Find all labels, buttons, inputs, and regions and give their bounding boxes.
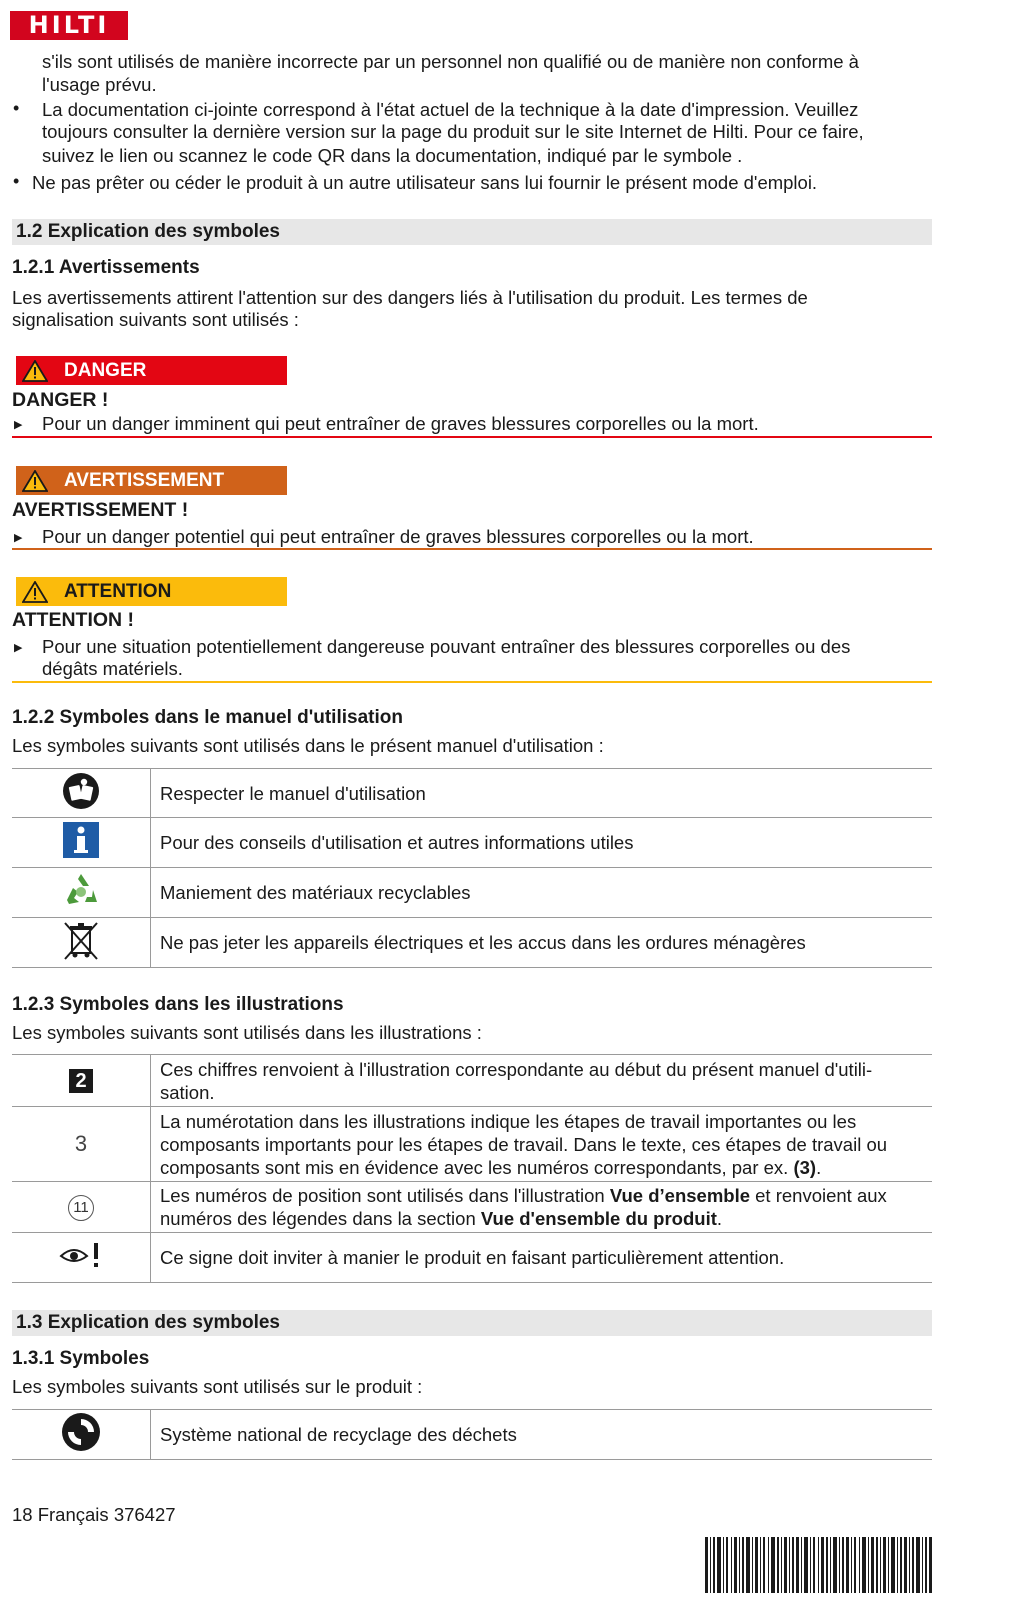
table-row: [12, 1410, 932, 1460]
arrow-bullet-icon: ▶: [14, 642, 23, 654]
text-cell: [151, 868, 933, 918]
subsection-1-3-1-title: 1.3.1 Symboles: [12, 1348, 150, 1369]
bold-reference: Vue d’ensemble: [609, 1185, 750, 1206]
icon-cell: [12, 1182, 151, 1233]
manual-row-text: Ne pas jeter les appareils électriques et les accus dans les ordures ménagères: [160, 932, 806, 953]
eye-exclamation-icon: [59, 1240, 103, 1270]
attention-text-line1: Pour une situation potentiellement dangereuse pouvant entraîner des blessures corporelles ou des: [42, 636, 851, 657]
attention-banner-text: ATTENTION: [64, 581, 172, 602]
illus-row-line: composants importants pour les étapes de travail. Dans le texte, ces étapes de travail ou: [160, 1133, 888, 1155]
illustration-symbols-table: [12, 1054, 932, 1283]
warning-triangle-icon: [22, 470, 48, 492]
icon-cell: [12, 918, 151, 968]
table-row: [12, 918, 932, 968]
bullet-dot: •: [13, 98, 20, 118]
illus-row-line: Ce signe doit inviter à manier le produit en faisant particulièrement attention.: [160, 1247, 785, 1268]
intro-line1: s'ils sont utilisés de manière incorrecte par un personnel non qualifié ou de manière non conforme à: [42, 51, 859, 72]
warnings-intro-line1: Les avertissements attirent l'attention sur des dangers liés à l'utilisation du produit. Les termes de: [12, 287, 808, 308]
icon-cell: [12, 1233, 151, 1283]
manual-row-text: Pour des conseils d'utilisation et autres informations utiles: [160, 832, 634, 853]
subsection-1-2-3-title: 1.2.3 Symboles dans les illustrations: [12, 994, 344, 1015]
text-cell: [151, 1055, 933, 1107]
illus-row-line: sation.: [160, 1081, 215, 1103]
danger-banner-text: DANGER: [64, 360, 147, 381]
warning-triangle-icon: [22, 360, 48, 382]
table-row: [12, 868, 932, 918]
manual-row-text: Maniement des matériaux recyclables: [160, 882, 471, 903]
text-cell: [151, 1182, 933, 1233]
product-symbols-intro: Les symboles suivants sont utilisés sur le produit :: [12, 1376, 423, 1397]
table-row: [12, 769, 932, 818]
warning-triangle-icon: [22, 581, 48, 603]
icon-cell: [12, 1055, 151, 1107]
text-cell: [151, 818, 933, 868]
crossed-bin-icon: [61, 919, 101, 961]
bold-reference: (3): [793, 1156, 817, 1178]
bullet-dot: •: [13, 171, 20, 191]
figure-number-badge: 2: [69, 1069, 93, 1093]
danger-text: Pour un danger imminent qui peut entraîner de graves blessures corporelles ou la mort.: [42, 413, 759, 434]
warning-text: Pour un danger potentiel qui peut entraîner de graves blessures corporelles ou la mort.: [42, 526, 754, 547]
table-row: [12, 1182, 932, 1233]
illus-row-line: Ces chiffres renvoient à l'illustration correspondante au début du présent manuel d'utili-: [160, 1058, 873, 1080]
bold-reference: Vue d'ensemble du produit: [480, 1208, 717, 1229]
text-cell: [151, 1233, 933, 1283]
read-manual-icon: [62, 772, 100, 810]
warning-banner-text: AVERTISSEMENT: [64, 470, 225, 491]
warning-banner: [16, 466, 287, 495]
text-segment: .: [716, 1208, 723, 1229]
footer-page-info: [12, 1503, 176, 1526]
manual-row-text: Respecter le manuel d'utilisation: [160, 782, 426, 804]
table-row: [12, 1107, 932, 1182]
intro-line2: l'usage prévu.: [42, 74, 157, 95]
table-row: [12, 1055, 932, 1107]
document-code: 376427: [113, 1504, 176, 1525]
barcode: [705, 1537, 933, 1593]
green-dot-recycling-icon: [61, 1412, 101, 1452]
intro-bullet2-line1: La documentation ci-jointe correspond à l'état actuel de la technique à la date d'impression. Veuillez: [42, 99, 859, 120]
arrow-bullet-icon: ▶: [14, 419, 23, 431]
icon-cell: [12, 769, 151, 818]
recycle-icon: [61, 870, 101, 910]
section-1-3-title: 1.3 Explication des symboles: [12, 1310, 932, 1336]
attention-divider: [12, 681, 932, 683]
section-1-2-title: 1.2 Explication des symboles: [12, 219, 932, 245]
warning-label: AVERTISSEMENT !: [12, 499, 189, 521]
attention-text-line2: dégâts matériels.: [42, 658, 183, 679]
icon-cell: [12, 868, 151, 918]
warnings-intro-line2: signalisation suivants sont utilisés :: [12, 309, 299, 330]
icon-cell: [12, 1410, 151, 1460]
danger-banner: [16, 356, 287, 385]
position-number-circle: 11: [68, 1195, 94, 1221]
product-row-text: Système national de recyclage des déchets: [160, 1424, 517, 1445]
subsection-1-2-1-title: 1.2.1 Avertissements: [12, 257, 200, 278]
text-segment: .: [816, 1156, 822, 1178]
intro-bullet3: Ne pas prêter ou céder le produit à un autre utilisateur sans lui fournir le présent mode d'emploi.: [32, 172, 818, 193]
table-row: [12, 818, 932, 868]
icon-cell: [12, 818, 151, 868]
text-cell: [151, 918, 933, 968]
text-cell: [151, 1410, 933, 1460]
text-segment: et renvoient aux: [755, 1185, 887, 1206]
danger-label: DANGER !: [12, 389, 109, 411]
manual-symbols-intro: Les symboles suivants sont utilisés dans le présent manuel d'utilisation :: [12, 735, 604, 756]
subsection-1-2-2-title: 1.2.2 Symboles dans le manuel d'utilisation: [12, 707, 403, 728]
page-number: 18: [12, 1504, 33, 1525]
text-cell: [151, 769, 933, 818]
illus-row-line: [160, 1207, 931, 1230]
icon-cell: [12, 1107, 151, 1182]
attention-banner: [16, 577, 287, 606]
step-number: 3: [74, 1131, 88, 1156]
info-icon: [62, 821, 100, 859]
intro-bullet2-line2: toujours consulter la dernière version sur la page du produit sur le site Internet de Hilti. Pour ce faire,: [42, 121, 864, 142]
table-row: [12, 1233, 932, 1283]
illus-row-line: [160, 1156, 890, 1179]
text-segment: numéros des légendes dans la section: [160, 1208, 476, 1229]
illustration-symbols-intro: Les symboles suivants sont utilisés dans les illustrations :: [12, 1022, 482, 1043]
illus-row-line: La numérotation dans les illustrations indique les étapes de travail importantes ou les: [160, 1110, 857, 1132]
intro-bullet2-line3: suivez le lien ou scannez le code QR dans la documentation, indiqué par le symbole .: [42, 145, 743, 166]
text-segment: composants sont mis en évidence avec les numéros correspondants, par ex.: [160, 1156, 789, 1178]
footer-language: Français: [37, 1504, 109, 1525]
hilti-logo: HILTI: [10, 11, 128, 40]
product-symbols-table: [12, 1409, 932, 1460]
arrow-bullet-icon: ▶: [14, 532, 23, 544]
danger-divider: [12, 436, 932, 438]
text-segment: Les numéros de position sont utilisés dans l'illustration: [160, 1185, 605, 1206]
illus-row-line: [160, 1184, 931, 1207]
text-cell: [151, 1107, 933, 1182]
attention-label: ATTENTION !: [12, 609, 135, 631]
manual-symbols-table: [12, 768, 932, 968]
warning-divider: [12, 548, 932, 550]
